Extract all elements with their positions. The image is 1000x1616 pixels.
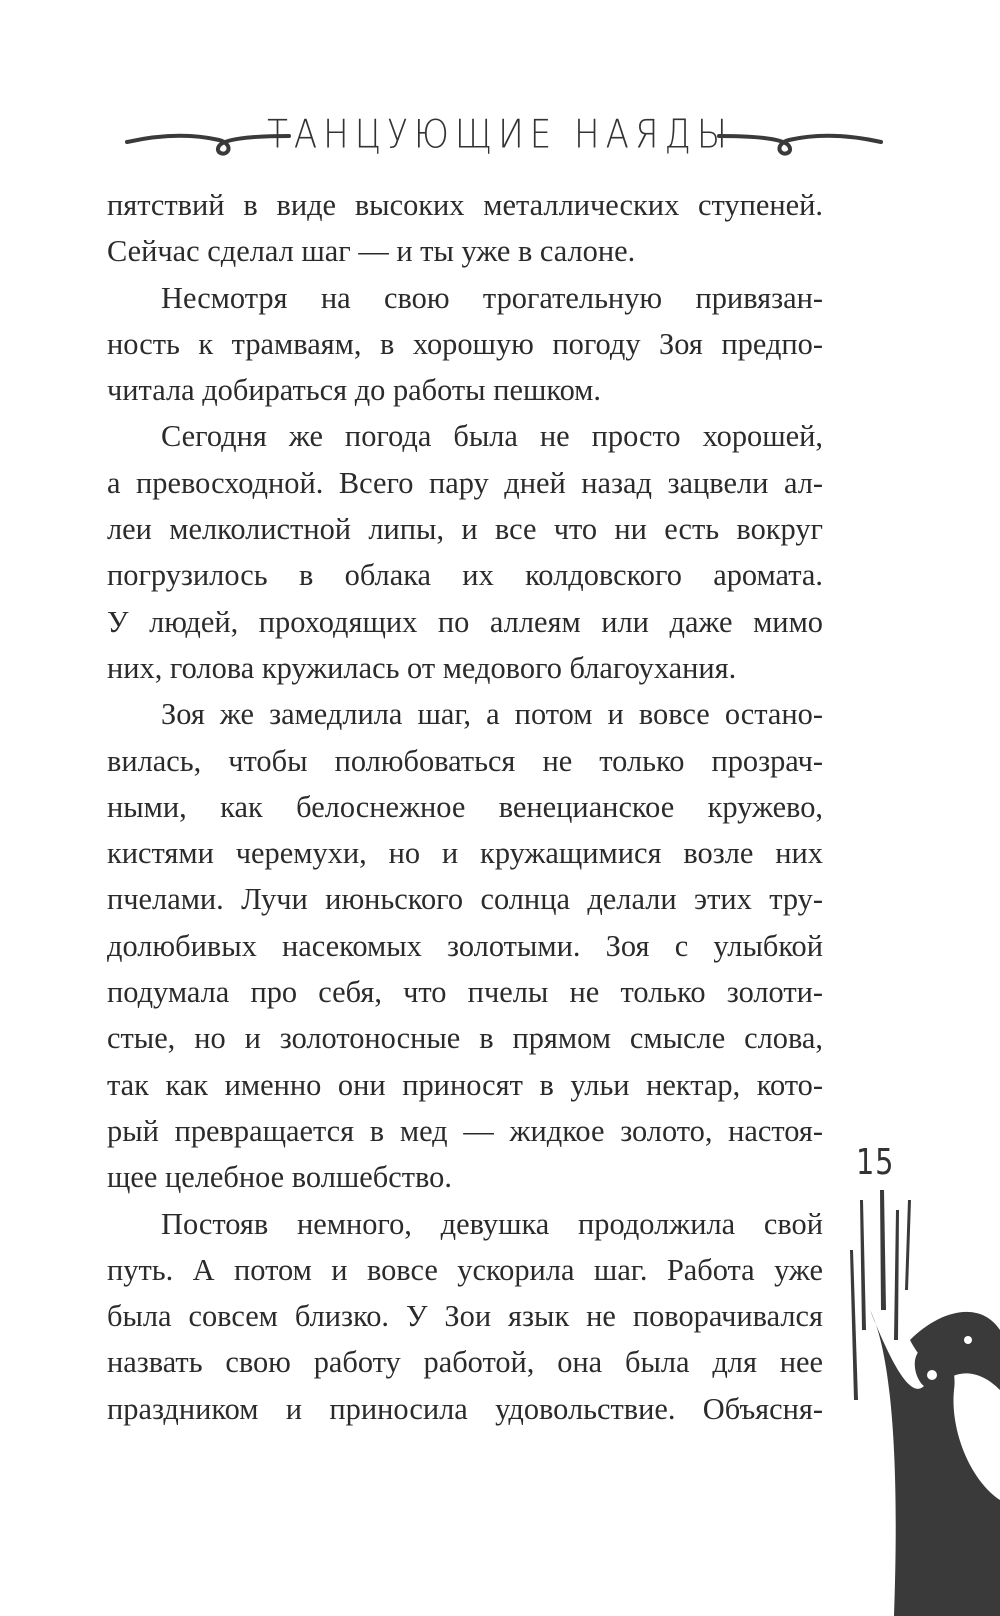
text-line: пятствий в виде высоких металлических ступеней. <box>107 188 823 222</box>
text-line: стые, но и золотоносные в прямом смысле слова, <box>107 1021 823 1056</box>
text-line: Несмотря на свою трогательную привязан- <box>161 280 823 315</box>
text-line: У людей, проходящих по аллеям или даже мимо <box>107 604 823 639</box>
text-line: пчелами. Лучи июньского солнца делали этих тру- <box>107 882 823 917</box>
text-line: долюбивых насекомых золотыми. Зоя с улыбкой <box>107 928 823 963</box>
text-line: ность к трамваям, в хорошую погоду Зоя предпо- <box>107 326 823 361</box>
text-line: вилась, чтобы полюбоваться не только прозрач- <box>107 743 823 778</box>
running-header <box>115 112 885 168</box>
tree-branch-illustration <box>850 1190 1000 1616</box>
text-line: леи мелколистной липы, и все что ни есть вокруг <box>107 512 823 547</box>
book-title: ТАНЦУЮЩИЕ НАЯДЫ <box>267 112 733 158</box>
text-line: щее целебное волшебство. <box>107 1160 452 1195</box>
text-line: кистями черемухи, но и кружащимися возле них <box>107 836 823 871</box>
text-line: Зоя же замедлила шаг, а потом и вовсе остано- <box>161 697 823 732</box>
text-line: назвать свою работу работой, она была для нее <box>107 1345 823 1380</box>
text-line: путь. А потом и вовсе ускорила шаг. Работа уже <box>107 1252 823 1287</box>
text-line: погрузилось в облака их колдовского аромата. <box>107 558 823 593</box>
text-line: так как именно они приносят в ульи нектар, кото- <box>107 1067 823 1102</box>
text-line: подумала про себя, что пчелы не только золоти- <box>107 975 823 1010</box>
text-line: праздником и приносила удовольствие. Объясня- <box>107 1391 823 1426</box>
text-line: а превосходной. Всего пару дней назад зацвели ал- <box>107 465 823 500</box>
text-line: них, голова кружилась от медового благоухания. <box>107 650 737 685</box>
text-line: Сегодня же погода была не просто хорошей, <box>161 419 823 454</box>
page-number: 15 <box>856 1142 895 1183</box>
text-line: ными, как белоснежное венецианское кружево, <box>107 789 823 824</box>
text-line: была совсем близко. У Зои язык не поворачивался <box>107 1299 823 1334</box>
text-line: рый превращается в мед — жидкое золото, настоя- <box>107 1113 823 1148</box>
flourish-right-ornament <box>715 122 885 158</box>
text-line: Сейчас сделал шаг — и ты уже в салоне. <box>107 234 636 269</box>
text-line: читала добираться до работы пешком. <box>107 373 602 408</box>
text-line: Постояв немного, девушка продолжила свой <box>161 1206 823 1241</box>
body-text <box>107 182 823 1432</box>
